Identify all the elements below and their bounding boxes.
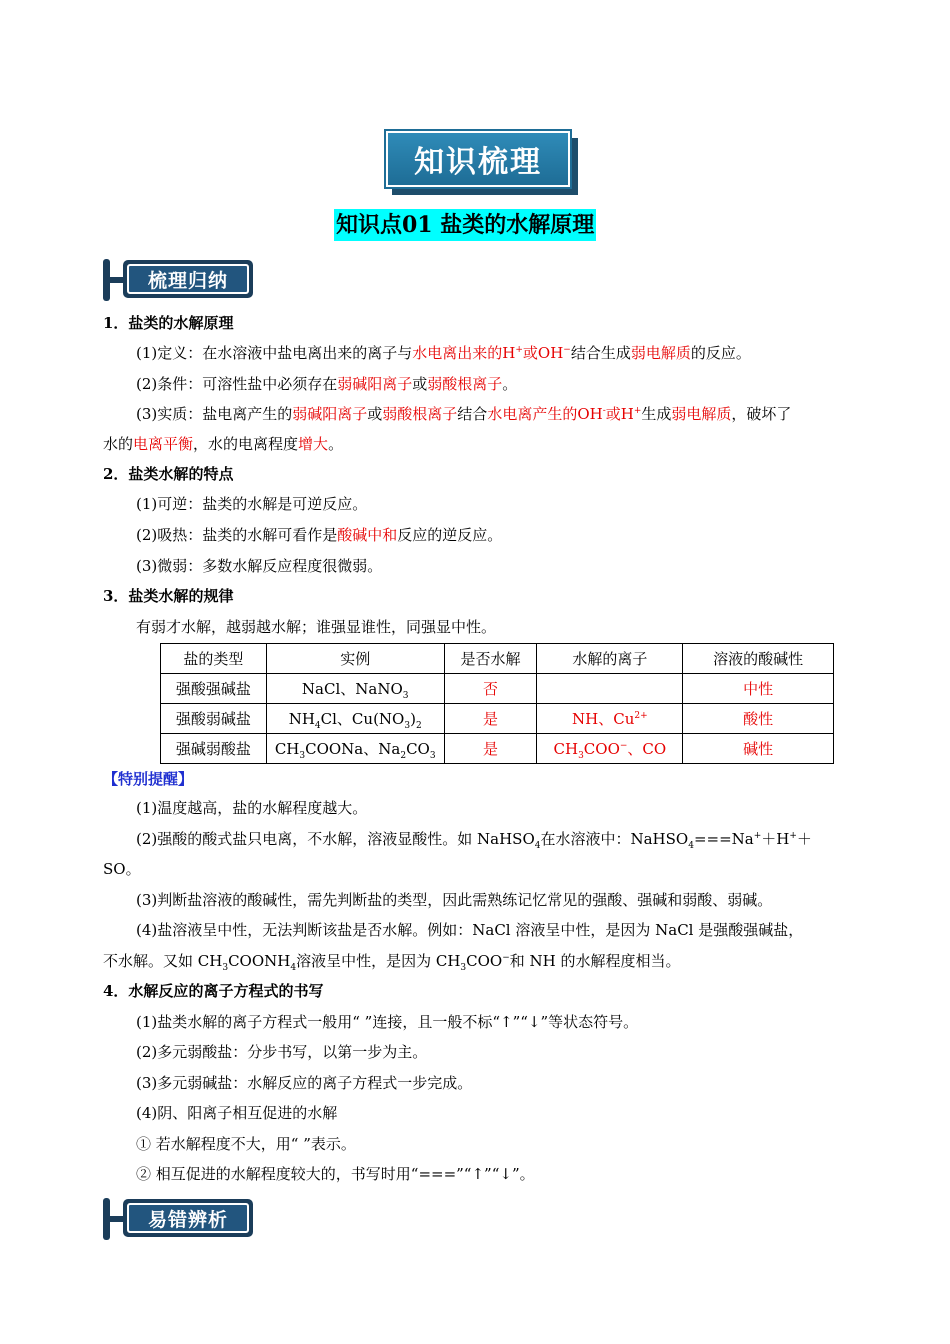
text-red: 弱电解质 [671,405,732,423]
text: COO [583,740,620,758]
tips-l5: (4)盐溶液呈中性，无法判断该盐是否水解。例如：NaCl 溶液呈中性，是因为 NaCl 是强酸强碱盐， [136,921,804,939]
text: 水的 [103,435,134,453]
text: 溶液呈中性，是因为 CH [296,952,461,970]
text: ===Na [693,830,754,848]
table-header-row [161,644,834,674]
text: ) [410,710,416,728]
s4-l4: (4)阴、阳离子相互促进的水解 [136,1104,338,1122]
sub: 3 [460,963,467,973]
text: CH [274,740,300,758]
s4-l1: (1)盐类水解的离子方程式一般用“ ”连接，且一般不标“↑”“↓”等状态符号。 [136,1013,639,1031]
table-cell [537,734,683,764]
sup: - [602,406,606,416]
sup: 2+ [634,711,648,721]
text-red: 水电离出来的H [412,344,516,362]
table-cell: 碱性 [683,734,834,764]
table-header: 实例 [266,644,444,674]
text-red: 水电离产生的OH [487,405,603,423]
sub: 4 [688,841,694,851]
text: 、CO [627,740,667,758]
s1-definition [136,343,751,363]
table-cell [266,734,444,764]
text: 或 [412,375,428,393]
text-red: 弱酸根离子 [427,375,503,393]
text: CO [406,740,430,758]
text-red: 或H [605,405,634,423]
table-header: 溶液的酸碱性 [683,644,834,674]
s2-reversible: (1)可逆：盐类的水解是可逆反应。 [136,495,368,513]
sup: + [753,831,762,841]
table-cell: 强碱弱酸盐 [161,734,267,764]
text: ，破坏了 [731,405,792,423]
sub: 3 [299,751,306,761]
text-red: 电离平衡 [133,435,194,453]
text: (2)吸热：盐类的水解可看作是 [136,526,338,544]
text: (1)定义：在水溶液中盐电离出来的离子与 [136,344,413,362]
s1-heading: 1．盐类的水解原理 [103,314,234,332]
table-row [161,734,834,764]
sub: 3 [402,691,409,701]
text: 和 NH 的水解程度相当。 [509,952,681,970]
text-red: 弱碱阳离子 [337,375,413,393]
s3-intro: 有弱才水解，越弱越水解；谁强显谁性，同强显中性。 [136,618,497,636]
table-header: 盐的类型 [161,644,267,674]
knowledge-point-title: 知识点01 盐类的水解原理 [334,209,596,241]
sup: + [515,345,523,355]
sup: + [633,406,642,416]
tips-l2 [136,829,812,849]
table-cell [537,704,683,734]
text-red: 弱酸根离子 [382,405,458,423]
text: (2)强酸的酸式盐只电离，不水解，溶液显酸性。如 NaHSO [136,830,535,848]
table-cell: 酸性 [683,704,834,734]
text: 或 [367,405,383,423]
table-cell: 否 [444,674,537,704]
text-red: 或OH [522,344,564,362]
s2-heading: 2．盐类水解的特点 [103,465,234,483]
table-cell: 是 [444,704,537,734]
sub: 4 [290,963,297,973]
tag-label: 易错辨析 [127,1203,249,1233]
sub: 3 [222,963,229,973]
section-banner [386,131,578,195]
table-header: 是否水解 [444,644,537,674]
text: 的反应。 [690,344,751,362]
sub: 3 [578,751,584,761]
table-cell: 是 [444,734,537,764]
tag-mistakes [103,1198,253,1240]
text: NH、Cu [572,710,635,728]
table-row [161,674,834,704]
s2-weak: (3)微弱：多数水解反应程度很微弱。 [136,557,383,575]
table-cell: 中性 [683,674,834,704]
s1-condition [136,374,517,394]
text: NH [288,710,315,728]
text: (2)条件：可溶性盐中必须存在 [136,375,338,393]
text: COONH [228,952,291,970]
text: 。 [502,375,518,393]
sup: − [619,741,628,751]
s4-l2: (2)多元弱酸盐：分步书写，以第一步为主。 [136,1043,428,1061]
text: ，水的电离程度 [193,435,299,453]
s4-heading: 4．水解反应的离子方程式的书写 [103,982,324,1000]
table-header: 水解的离子 [537,644,683,674]
text: ＋ [796,830,812,848]
sup: + [789,831,797,841]
sup: − [502,953,510,963]
table-cell [266,674,444,704]
text: CH [553,740,579,758]
table-row [161,704,834,734]
text: 生成 [641,405,672,423]
sub: 2 [400,751,407,761]
text: Cl、Cu(NO [320,710,405,728]
s4-l3: (3)多元弱碱盐：水解反应的离子方程式一步完成。 [136,1074,473,1092]
text: NaCl、NaNO [301,680,403,698]
text: 反应的逆反应。 [397,526,503,544]
sub: 4 [534,841,541,851]
sub: 3 [404,721,411,731]
tips-l3: SO。 [103,860,141,878]
table-cell: 强酸弱碱盐 [161,704,267,734]
text: ＋H [761,830,790,848]
sup: − [563,345,571,355]
s2-endothermic [136,525,502,545]
tips-l6 [103,951,681,971]
table-cell: 强酸强碱盐 [161,674,267,704]
sub: 3 [429,751,436,761]
s4-l5: ① 若水解程度不大，用“ ”表示。 [136,1135,356,1153]
tips-l1: (1)温度越高，盐的水解程度越大。 [136,799,368,817]
text: 在水溶液中：NaHSO [540,830,689,848]
tag-label: 梳理归纳 [127,264,249,294]
hydrolysis-table [160,643,834,764]
table-cell [537,674,683,704]
table-cell [266,704,444,734]
text-red: 弱电解质 [630,344,691,362]
s1-essence-cont [103,434,343,454]
text: (3)实质：盐电离产生的 [136,405,293,423]
s4-l6: ② 相互促进的水解程度较大的，书写时用“===”“↑”“↓”。 [136,1165,535,1183]
text: 。 [328,435,344,453]
sub: 2 [415,721,422,731]
text: COONa、Na [305,740,401,758]
tips-l4: (3)判断盐溶液的酸碱性，需先判断盐的类型，因此需熟练记忆常见的强酸、强碱和弱酸、弱碱。 [136,891,773,909]
tag-summary [103,259,253,301]
s3-heading: 3．盐类水解的规律 [103,587,234,605]
text-red: 酸碱中和 [337,526,398,544]
text-red: 增大 [298,435,329,453]
text: 不水解。又如 CH [103,952,223,970]
text: 结合生成 [570,344,631,362]
text: COO [466,952,503,970]
banner-title: 知识梳理 [386,131,570,187]
s1-essence [136,404,791,424]
sub: 4 [314,721,321,731]
tips-heading: 【特别提醒】 [103,770,194,788]
text: 结合 [457,405,488,423]
text-red: 弱碱阳离子 [292,405,368,423]
